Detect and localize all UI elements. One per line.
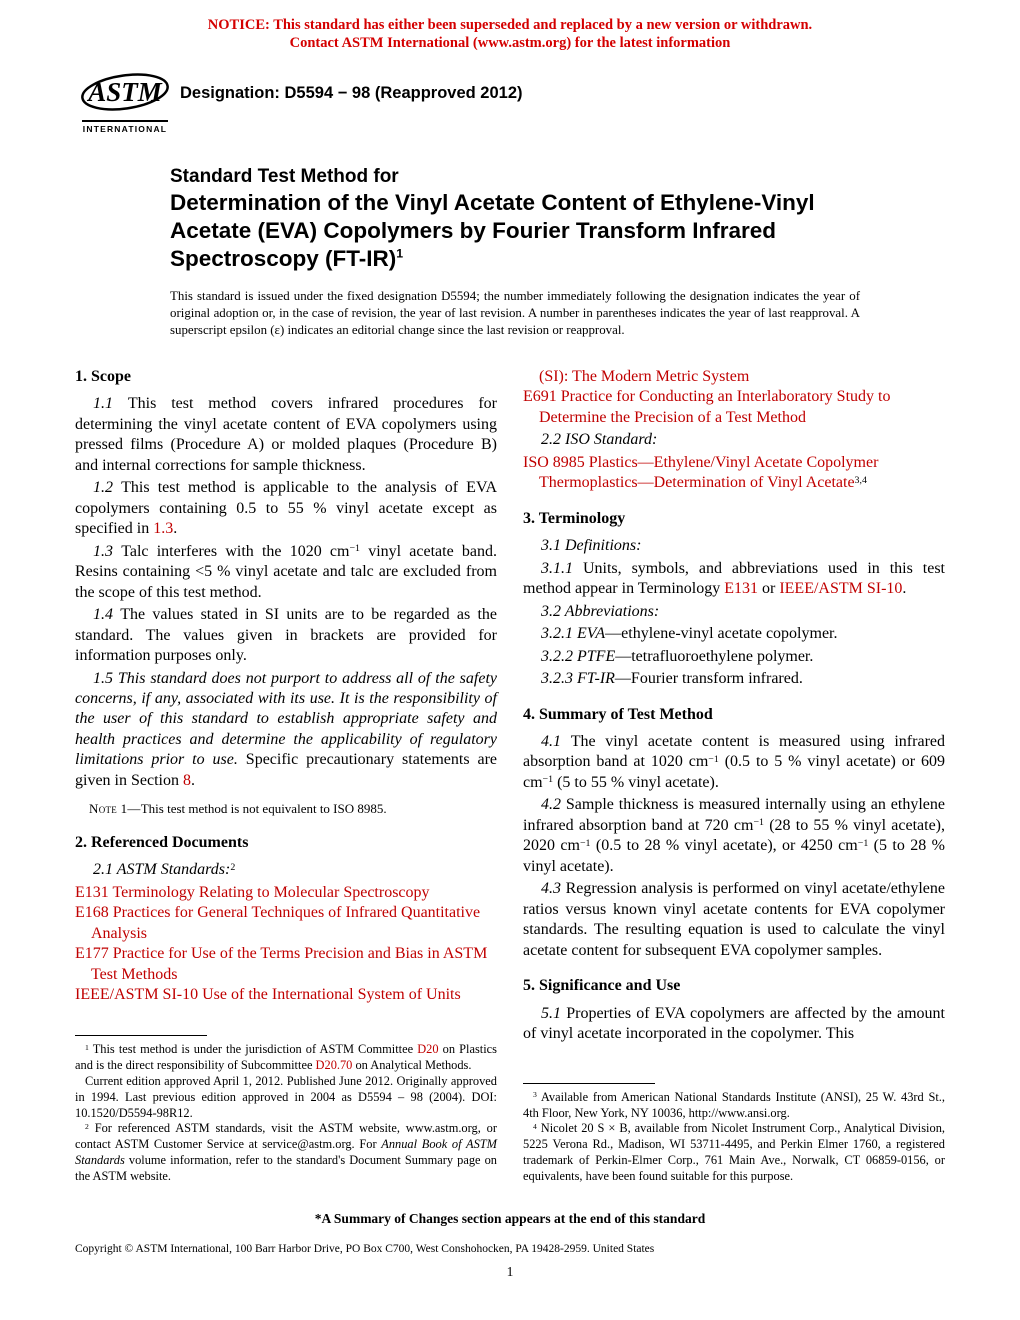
cross-reference-link[interactable]: 1.3	[153, 520, 174, 538]
two-column-body	[75, 367, 945, 1185]
paragraph	[523, 795, 945, 877]
text-segment: EVA	[577, 625, 606, 643]
paragraph	[523, 1004, 945, 1045]
text-segment: Nicolet 20 S × B, available from Nicolet Instrument Corp., Analytical Division, 5225 Verona Rd., Madison, WI 53711-4495, and Perkin Elmer 1760, a registered trademark of Perkin-Elmer Corp., 761 Main Ave., Norwalk, CT 06859-0156, or equivalents, have been found suitable for this purpose.	[523, 1121, 945, 1184]
text-segment: 5. Significance and Use	[523, 977, 681, 995]
paragraph	[75, 860, 497, 880]
paragraph	[523, 559, 945, 600]
reference-item	[523, 387, 945, 428]
text-segment: Definitions:	[565, 537, 642, 555]
left-footnotes-content	[75, 1042, 497, 1185]
astm-logo-mark	[80, 68, 170, 118]
title-prefix: Standard Test Method for	[170, 166, 399, 188]
text-segment: 3.1.1	[541, 559, 583, 577]
text-segment: on Analytical Methods.	[352, 1057, 472, 1072]
text-segment: 1.4	[93, 606, 121, 624]
cross-reference-link[interactable]: Plastics—Ethylene/Vinyl Acetate Copolymer Thermoplastics—Determination of Vinyl Acetate	[539, 453, 879, 492]
right-column-content	[523, 367, 945, 1047]
left-column	[75, 367, 497, 1185]
text-segment: Annual Book of ASTM Standards	[75, 1137, 497, 1168]
text-segment: This test method is under the jurisdiction of ASTM Committee	[88, 1042, 418, 1057]
reference-item	[75, 883, 497, 903]
footnote	[523, 1121, 945, 1185]
text-segment: FT-IR	[577, 670, 615, 688]
text-segment: 3. Terminology	[523, 509, 626, 527]
text-segment: Units, symbols, and abbreviations used in this test method appear in Terminology	[523, 559, 946, 598]
text-segment: 5.1	[541, 1004, 567, 1022]
superscript: −1	[579, 837, 591, 849]
text-segment: .	[902, 580, 907, 598]
title-footnote-ref: 1	[396, 246, 404, 261]
paragraph	[523, 536, 945, 556]
text-segment: .	[173, 520, 178, 538]
notice-line-1: NOTICE: This standard has either been superseded and replaced by a new version or withdrawn.	[207, 17, 813, 33]
text-segment: volume information, refer to the standard's Document Summary page on the ASTM website.	[75, 1153, 497, 1184]
text-segment: For referenced ASTM standards, visit the ASTM website, www.astm.org, or contact ASTM Customer Service at service@astm.org. For	[75, 1121, 497, 1152]
text-segment: 1.2	[93, 479, 122, 497]
text-segment: .	[190, 771, 195, 789]
footnote-rule	[75, 1035, 207, 1036]
paragraph	[523, 624, 945, 644]
text-segment: 1.1	[93, 395, 128, 413]
text-segment: (5 to 55 % vinyl acetate).	[553, 773, 719, 791]
section-heading	[75, 833, 497, 853]
superscript: 4	[533, 1121, 537, 1131]
paragraph	[523, 879, 945, 961]
copyright-line: Copyright © ASTM International, 100 Barr Harbor Drive, PO Box C700, West Conshohocken, PA 19428-2959. United States	[75, 1242, 655, 1255]
cross-reference-link[interactable]: D20.70	[315, 1057, 353, 1072]
text-segment: 1.3	[93, 542, 122, 560]
superseded-notice	[0, 0, 1020, 52]
paragraph	[523, 732, 945, 793]
text-segment: on Plastics and is the direct responsibility of Subcommittee	[75, 1042, 497, 1072]
title-block	[170, 166, 942, 339]
paragraph	[75, 542, 497, 603]
cross-reference-link[interactable]: E131	[724, 580, 758, 598]
text-segment: Talc interferes with the 1020 cm	[121, 542, 350, 560]
text-segment: Specific precautionary statements are given in Section	[75, 751, 498, 789]
text-segment: This test method is applicable to the analysis of EVA copolymers containing 0.5 to 55 % vinyl acetate except as specified in	[75, 479, 497, 538]
text-segment: 4.2	[541, 796, 566, 814]
footnote	[75, 1042, 497, 1074]
text-segment: Regression analysis is performed on vinyl acetate/ethylene ratios versus known vinyl acetate contents for EVA copolymer standards. The resulting equation is used to calculate the vinyl acetate content for subsequent EVA copolymer samples.	[523, 880, 945, 959]
text-segment: 3.2.3	[541, 670, 577, 688]
text-segment: This test method covers infrared procedures for determining the vinyl acetate content of EVA copolymers using pressed films (Procedure A) or molded plaques (Procedure B) and internal corrections for sample thickness.	[75, 395, 498, 474]
superscript: −1	[857, 837, 869, 849]
page-number: 1	[506, 1263, 514, 1279]
paragraph	[75, 394, 497, 476]
right-footnotes	[523, 1075, 945, 1185]
cross-reference-link[interactable]: 8	[182, 771, 191, 789]
text-segment: Sample thickness is measured internally using an ethylene infrared absorption band at 720 cm	[523, 796, 946, 834]
text-segment: 4.3	[541, 880, 566, 898]
note	[75, 801, 497, 818]
superscript: −1	[753, 817, 764, 829]
left-column-content	[75, 367, 497, 1006]
footnote	[523, 1090, 945, 1122]
text-segment: The values stated in SI units are to be regarded as the standard. The values given in brackets are provided for information purposes only.	[75, 606, 498, 665]
text-segment: 3.2.1	[541, 625, 577, 643]
cross-reference-link[interactable]: Practice for Use of the Terms Precision and Bias in ASTM Test Methods	[91, 945, 488, 983]
masthead	[80, 68, 1020, 134]
text-segment: Current edition approved April 1, 2012. Published June 2012. Originally approved in 1994. Last previous edition approved in 2004 as D5594 – 98 (2004). DOI: 10.1520/D5594-98R12.	[75, 1073, 497, 1120]
text-segment: 3.1	[541, 537, 565, 555]
document-title-text: Determination of the Vinyl Acetate Content of Ethylene-Vinyl Acetate (EVA) Copolymers by Fourier Transform Infrared Spectroscopy (FT-IR)	[170, 190, 815, 271]
right-column	[523, 367, 945, 1185]
cross-reference-link[interactable]: ISO 8985	[523, 453, 585, 471]
section-heading	[523, 976, 945, 996]
text-segment: 2.1	[93, 861, 117, 879]
summary-of-changes-note: *A Summary of Changes section appears at the end of this standard	[314, 1210, 706, 1226]
cross-reference-link[interactable]: Practices for General Techniques of Infrared Quantitative Analysis	[91, 904, 481, 942]
cross-reference-link[interactable]: Practice for Conducting an Interlaboratory Study to Determine the Precision of a Test Method	[539, 388, 891, 426]
document-title	[170, 189, 870, 273]
footnote	[75, 1074, 497, 1122]
text-segment: Properties of EVA copolymers are affected by the amount of vinyl acetate incorporated in the copolymer. This	[523, 1004, 946, 1043]
notice-line-2: Contact ASTM International (www.astm.org) for the latest information	[289, 34, 731, 51]
footnote	[75, 1121, 497, 1185]
text-segment: 4. Summary of Test Method	[523, 705, 713, 723]
cross-reference-link[interactable]: E168	[75, 904, 109, 922]
paragraph	[523, 430, 945, 450]
cross-reference-link[interactable]: IEEE/ASTM SI-10	[75, 986, 199, 1004]
left-footnotes	[75, 1027, 497, 1185]
text-segment: (0.5 to 28 % vinyl acetate), or 4250 cm	[590, 837, 858, 855]
paragraph	[523, 647, 945, 667]
text-segment: (5 to 28 % vinyl acetate).	[523, 837, 945, 875]
superscript: 3,4	[854, 474, 867, 486]
reference-item	[523, 453, 945, 494]
text-segment: (0.5 to 5 % vinyl acetate) or 609 cm	[523, 753, 945, 791]
text-segment: ASTM Standards:	[116, 861, 231, 879]
cross-reference-link[interactable]: Use of the International System of Units	[198, 986, 461, 1004]
designation: Designation: D5594 − 98 (Reapproved 2012)	[180, 84, 523, 103]
section-heading	[523, 705, 945, 725]
astm-logo-text: ASTM	[88, 77, 162, 108]
reference-item	[75, 944, 497, 985]
text-segment: This test method is not equivalent to ISO 8985.	[140, 801, 387, 817]
cross-reference-link[interactable]: D20	[417, 1042, 439, 1057]
text-segment: vinyl acetate band. Resins containing <5 % vinyl acetate and talc are excluded from the scope of this test method.	[75, 542, 498, 601]
superscript: −1	[542, 774, 554, 786]
astm-logo	[80, 68, 170, 134]
superscript: 2	[230, 861, 236, 873]
superscript: −1	[708, 753, 719, 765]
reference-item	[75, 985, 497, 1005]
superscript: 2	[85, 1121, 89, 1131]
text-segment: 4.1	[541, 732, 571, 750]
reference-continuation	[523, 367, 945, 387]
footnote-rule	[523, 1083, 655, 1084]
paragraph	[75, 669, 497, 792]
cross-reference-link[interactable]: Terminology Relating to Molecular Spectroscopy	[108, 883, 430, 901]
cross-reference-link[interactable]: E177	[75, 945, 109, 963]
superscript: 1	[85, 1042, 89, 1052]
paragraph	[523, 602, 945, 622]
preamble: This standard is issued under the fixed designation D5594; the number immediately following the designation indicates the year of original adoption or, in the case of revision, the year of last revision. A number in parentheses indicates the year of last reapproval. A superscript epsilon (ε) indicates an editorial change since the last revision or reapproval.	[170, 288, 860, 337]
paragraph	[75, 478, 497, 539]
right-footnotes-content	[523, 1090, 945, 1185]
text-segment: 2.2	[541, 431, 565, 449]
text-segment: PTFE	[577, 647, 616, 665]
text-segment: 2. Referenced Documents	[75, 833, 249, 851]
superscript: −1	[349, 543, 361, 555]
text-segment: The vinyl acetate content is measured using infrared absorption band at 1020 cm	[523, 732, 945, 771]
text-segment: 3.2	[541, 602, 565, 620]
astm-logo-subtitle: INTERNATIONAL	[82, 120, 168, 134]
cross-reference-link[interactable]: IEEE/ASTM SI-10	[779, 580, 903, 598]
paragraph	[75, 605, 497, 666]
cross-reference-link[interactable]: E131	[75, 883, 109, 901]
cross-reference-link[interactable]: E691	[523, 388, 557, 406]
reference-item	[75, 903, 497, 944]
text-segment: —Fourier transform infrared.	[614, 670, 803, 688]
text-segment: (28 to 55 % vinyl acetate), 2020 cm	[523, 816, 946, 855]
text-segment: Available from American National Standards Institute (ANSI), 25 W. 43rd St., 4th Floor, New York, NY 10036, http://www.ansi.org.	[523, 1089, 945, 1120]
paragraph	[523, 669, 945, 689]
text-segment: 1.5 This standard does not purport to address all of the safety concerns, if any, associated with its use. It is the responsibility of the user of this standard to establish appropriate safety and health practices and determine the applicability of regulatory limitations prior to use.	[75, 669, 497, 769]
section-heading	[75, 367, 497, 387]
superscript: 3	[533, 1090, 537, 1100]
cross-reference-link[interactable]: (SI): The Modern Metric System	[539, 367, 750, 385]
page-footer	[0, 1211, 1020, 1280]
text-segment: 3.2.2	[541, 647, 577, 665]
text-segment: —ethylene-vinyl acetate copolymer.	[605, 625, 838, 643]
text-segment: ISO Standard:	[565, 431, 658, 449]
text-segment: Abbreviations:	[564, 602, 660, 620]
section-heading	[523, 509, 945, 529]
note-label: Note 1—	[89, 801, 141, 817]
text-segment: —tetrafluoroethylene polymer.	[615, 647, 814, 665]
text-segment: or	[757, 580, 780, 598]
text-segment: 1. Scope	[75, 367, 131, 385]
